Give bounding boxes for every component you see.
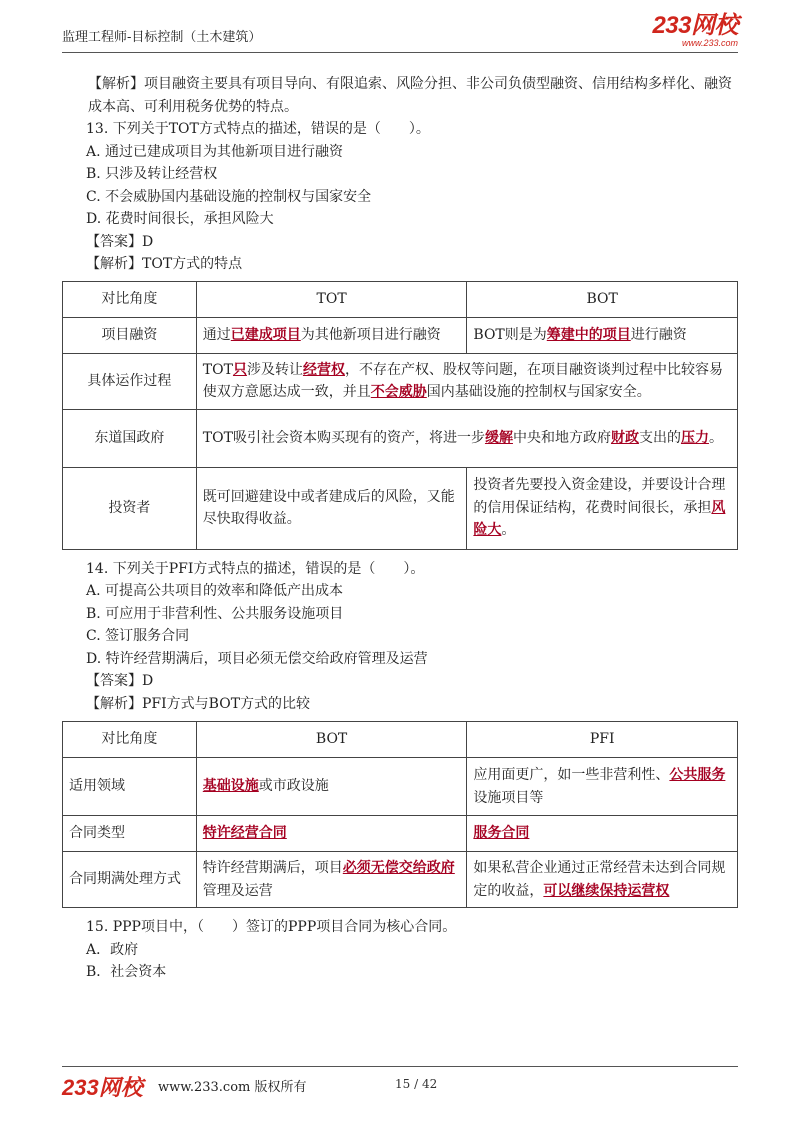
highlight: 公共服务 (669, 767, 726, 783)
text: TOT吸引社会资本购买现有的资产，将进一步 (202, 429, 485, 446)
highlight: 基础设施 (202, 778, 259, 795)
t2-row-label: 合同类型 (63, 816, 197, 852)
t2-r1-pfi (467, 758, 738, 816)
q15-stem: 15. PPP项目中，（ ）签订的PPP项目合同为核心合同。 (86, 919, 457, 935)
text: TOT (202, 361, 233, 378)
t1-head-angle: 对比角度 (63, 281, 197, 317)
text: 投资者先要投入资金建设，并要设计合理的信用保证结构，花费时间很长，承担 (473, 477, 726, 516)
header-divider (62, 52, 738, 53)
t1-row-label: 东道国政府 (63, 409, 197, 467)
t2-row-label: 合同期满处理方式 (63, 852, 197, 908)
highlight: 财政 (610, 429, 639, 446)
highlight: 服务合同 (473, 825, 530, 842)
t2-r2-bot (196, 816, 467, 852)
highlight: 不会威胁 (370, 384, 427, 400)
q14-stem: 14. 下列关于PFI方式特点的描述，错误的是（ ）。 (86, 560, 425, 577)
highlight: 必须无偿交给政府 (342, 860, 455, 876)
t1-row-label: 项目融资 (63, 317, 197, 353)
footer-divider (62, 1066, 738, 1067)
q13-answer: 【答案】D (86, 233, 154, 250)
tot-bot-table (62, 281, 738, 550)
t1-head-bot: BOT (467, 281, 738, 317)
q13-option-c: C. 不会威胁国内基础设施的控制权与国家安全 (86, 188, 372, 205)
q14-option-a: A. 可提高公共项目的效率和降低产出成本 (86, 583, 344, 599)
q13-option-b: B. 只涉及转让经营权 (86, 166, 218, 182)
text: 进行融资 (630, 326, 687, 343)
q14-option-d: D. 特许经营期满后，项目必须无偿交给政府管理及运营 (86, 650, 428, 667)
text: 涉及转让 (246, 361, 303, 378)
q14-option-c: C. 签订服务合同 (86, 628, 190, 644)
q13-option-a: A. 通过已建成项目为其他新项目进行融资 (86, 143, 344, 160)
bot-pfi-table (62, 721, 738, 908)
text: 应用面更广，如一些非营利性、 (473, 767, 670, 783)
text: 。 (501, 522, 516, 539)
t1-r1-bot (467, 317, 738, 353)
highlight: 风险大 (473, 499, 726, 539)
header-title: 监理工程师-目标控制（土木建筑） (62, 30, 262, 45)
q13-option-d: D. 花费时间很长，承担风险大 (86, 211, 274, 227)
t2-r3-bot (196, 852, 467, 908)
text: 通过 (202, 326, 231, 343)
t2-head-angle: 对比角度 (63, 722, 197, 758)
text: 为其他新项目进行融资 (300, 326, 441, 343)
page-content (62, 73, 738, 984)
t2-row-label: 适用领域 (63, 758, 197, 816)
highlight: 经营权 (302, 361, 345, 378)
q15-option-a: A．政府 (86, 941, 139, 958)
highlight: 只 (232, 361, 247, 378)
brand-logo (652, 14, 738, 48)
t2-r1-bot (196, 758, 467, 816)
text: 。 (708, 429, 723, 446)
t2-head-bot: BOT (196, 722, 467, 758)
t2-head-pfi: PFI (467, 722, 738, 758)
t2-r2-pfi (467, 816, 738, 852)
text: 特许经营期满后，项目 (202, 860, 343, 876)
text: 国内基础设施的控制权与国家安全。 (426, 384, 651, 400)
page-number: 15 / 42 (395, 1077, 438, 1091)
t1-r3-merged (196, 409, 737, 467)
text: 设施项目等 (473, 789, 544, 806)
highlight: 已建成项目 (230, 326, 301, 343)
t1-r4-bot (467, 467, 738, 549)
q14-analysis: 【解析】PFI方式与BOT方式的比较 (86, 695, 311, 712)
text: ，不存在产权、股权等问题，在项目融资谈判过程中比较容易使双方意愿达成一致，并且 (202, 361, 723, 400)
footer-copyright: www.233.com 版权所有 (158, 1080, 307, 1095)
q13-analysis: 【解析】TOT方式的特点 (86, 256, 243, 272)
t1-r4-tot: 既可回避建设中或者建成后的风险，又能尽快取得收益。 (196, 467, 467, 549)
logo-url: www.233.com (681, 38, 738, 48)
text: BOT则是为 (473, 326, 547, 343)
highlight: 压力 (680, 429, 709, 446)
q13-stem: 13. 下列关于TOT方式特点的描述，错误的是（ ）。 (86, 121, 430, 137)
text: 中央和地方政府 (512, 429, 611, 446)
t1-row-label: 具体运作过程 (63, 353, 197, 409)
text: 如果私营企业通过正常经营未达到合同规定的收益， (473, 860, 726, 899)
t1-row-label: 投资者 (63, 467, 197, 549)
text: 支出的 (638, 429, 681, 446)
highlight: 缓解 (484, 429, 513, 446)
q14-option-b: B. 可应用于非营利性、公共服务设施项目 (86, 605, 344, 622)
footer-logo: 233网校 (62, 1075, 143, 1100)
t1-r2-merged (196, 353, 737, 409)
q14-answer: 【答案】D (86, 673, 154, 689)
t2-r3-pfi (467, 852, 738, 908)
t1-r1-tot (196, 317, 467, 353)
text: 或市政设施 (258, 778, 329, 795)
highlight: 特许经营合同 (202, 825, 287, 842)
text: 管理及运营 (202, 882, 273, 899)
t1-head-tot: TOT (196, 281, 467, 317)
q15-option-b: B．社会资本 (86, 964, 167, 980)
logo-text: 233网校 (652, 12, 738, 39)
highlight: 可以继续保持运营权 (543, 882, 670, 899)
highlight: 筹建中的项目 (546, 326, 631, 343)
intro-analysis: 【解析】项目融资主要具有项目导向、有限追索、风险分担、非公司负债型融资、信用结构多样化、融资成本高、可利用税务优势的特点。 (88, 76, 732, 115)
